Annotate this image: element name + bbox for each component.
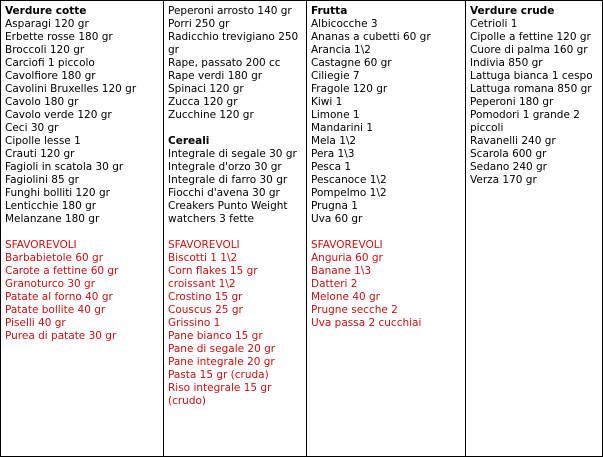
list-item: Lattuga romana 850 gr: [470, 83, 592, 95]
sfavorevoli-item: Pane di segale 20 gr: [168, 343, 276, 355]
column-title: Verdure cotte: [5, 5, 87, 17]
list-item: Fagioli in scatola 30 gr: [5, 161, 124, 173]
list-item: Castagne 60 gr: [311, 57, 392, 69]
sfavorevoli-item: Purea di patate 30 gr: [5, 330, 117, 342]
sfavorevoli-item: Uva passa 2 cucchiai: [311, 317, 422, 329]
list-item: Zucchine 120 gr: [168, 109, 254, 121]
list-item: Mandarini 1: [311, 122, 374, 134]
list-item: Integrale di farro 30 gr: [168, 174, 288, 186]
sfavorevoli-item: Pasta 15 gr (cruda): [168, 369, 269, 381]
sfavorevoli-item: Grissino 1: [168, 317, 221, 329]
list-item: Cipolle a fettine 120 gr: [470, 31, 591, 43]
list-item: Lenticchie 180 gr: [5, 200, 97, 212]
sfavorevoli-item: Riso integrale 15 gr (crudo): [168, 382, 272, 407]
list-item: Fagiolini 85 gr: [5, 174, 79, 186]
sfavorevoli-heading: SFAVOREVOLI: [5, 239, 77, 251]
list-item: Funghi bolliti 120 gr: [5, 187, 110, 199]
list-item: Rape verdi 180 gr: [168, 70, 263, 82]
sfavorevoli-item: Pane integrale 20 gr: [168, 356, 275, 368]
list-item: Cavolo verde 120 gr: [5, 109, 112, 121]
sfavorevoli-item: Patate al forno 40 gr: [5, 291, 113, 303]
list-item: Sedano 240 gr: [470, 161, 548, 173]
list-item: Prugna 1: [311, 200, 358, 212]
list-item: Cuore di palma 160 gr: [470, 44, 588, 56]
sfavorevoli-item: Datteri 2: [311, 278, 358, 290]
list-item: Lattuga bianca 1 cespo: [470, 70, 593, 82]
list-item: Radicchio trevigiano 250 gr: [168, 31, 299, 56]
list-item: Limone 1: [311, 109, 360, 121]
sfavorevoli-item: Anguria 60 gr: [311, 252, 383, 264]
list-item: Pescanoce 1\2: [311, 174, 387, 186]
list-item: Erbette rosse 180 gr: [5, 31, 113, 43]
list-item: Cavolo 180 gr: [5, 96, 79, 108]
list-item: Melanzane 180 gr: [5, 213, 100, 225]
column-verdure-crude: [465, 1, 602, 456]
list-item: Mela 1\2: [311, 135, 357, 147]
list-item: Ananas a cubetti 60 gr: [311, 31, 431, 43]
sfavorevoli-item: Melone 40 gr: [311, 291, 380, 303]
sfavorevoli-item: Prugne secche 2: [311, 304, 398, 316]
list-item: Asparagi 120 gr: [5, 18, 89, 30]
list-item: Porri 250 gr: [168, 18, 230, 30]
column-verdure-cotte: [1, 1, 163, 456]
list-item: Albicocche 3: [311, 18, 378, 30]
cereali-heading: Cereali: [168, 135, 210, 147]
sfavorevoli-item: Pane bianco 15 gr: [168, 330, 263, 342]
sfavorevoli-item: Corn flakes 15 gr croissant 1\2: [168, 265, 258, 290]
list-item: Cavolfiore 180 gr: [5, 70, 96, 82]
list-item: Fragole 120 gr: [311, 83, 388, 95]
list-item: Scarola 600 gr: [470, 148, 547, 160]
list-item: Pompelmo 1\2: [311, 187, 387, 199]
list-item: Rape, passato 200 cc: [168, 57, 281, 69]
list-item: Uva 60 gr: [311, 213, 363, 225]
list-item: Peperoni arrosto 140 gr: [168, 5, 292, 17]
list-item: Spinaci 120 gr: [168, 83, 244, 95]
list-item: Fiocchi d'avena 30 gr: [168, 187, 280, 199]
column-frutta: [306, 1, 465, 456]
column-title: Frutta: [311, 5, 348, 17]
sfavorevoli-heading: SFAVOREVOLI: [168, 239, 240, 251]
list-item: Cipolle lesse 1: [5, 135, 81, 147]
list-item: Ciliegie 7: [311, 70, 360, 82]
list-item: Kiwi 1: [311, 96, 343, 108]
list-item: Verza 170 gr: [470, 174, 537, 186]
list-item: Pesca 1: [311, 161, 352, 173]
sfavorevoli-item: Carote a fettine 60 gr: [5, 265, 119, 277]
list-item: Pomodori 1 grande 2 piccoli: [470, 109, 580, 134]
list-item: Zucca 120 gr: [168, 96, 238, 108]
list-item: Pera 1\3: [311, 148, 355, 160]
sfavorevoli-item: Patate bollite 40 gr: [5, 304, 106, 316]
list-item: Ravanelli 240 gr: [470, 135, 556, 147]
sfavorevoli-item: Banane 1\3: [311, 265, 372, 277]
column-title: Verdure crude: [470, 5, 555, 17]
sfavorevoli-item: Crostino 15 gr: [168, 291, 243, 303]
list-item: Indivia 850 gr: [470, 57, 543, 69]
list-item: Peperoni 180 gr: [470, 96, 554, 108]
list-item: Carciofi 1 piccolo: [5, 57, 95, 69]
sfavorevoli-item: Couscus 25 gr: [168, 304, 243, 316]
list-item: Creakers Punto Weight watchers 3 fette: [168, 200, 288, 225]
list-item: Broccoli 120 gr: [5, 44, 85, 56]
list-item: Arancia 1\2: [311, 44, 371, 56]
sfavorevoli-item: Piselli 40 gr: [5, 317, 66, 329]
sfavorevoli-item: Granoturco 30 gr: [5, 278, 96, 290]
sfavorevoli-heading: SFAVOREVOLI: [311, 239, 383, 251]
list-item: Integrale di segale 30 gr: [168, 148, 297, 160]
list-item: Cetrioli 1: [470, 18, 518, 30]
sfavorevoli-item: Barbabietole 60 gr: [5, 252, 104, 264]
column-cereali: [163, 1, 306, 456]
list-item: Ceci 30 gr: [5, 122, 59, 134]
list-item: Crauti 120 gr: [5, 148, 75, 160]
list-item: Cavolini Bruxelles 120 gr: [5, 83, 137, 95]
list-item: Integrale d'orzo 30 gr: [168, 161, 282, 173]
sfavorevoli-item: Biscotti 1 1\2: [168, 252, 238, 264]
